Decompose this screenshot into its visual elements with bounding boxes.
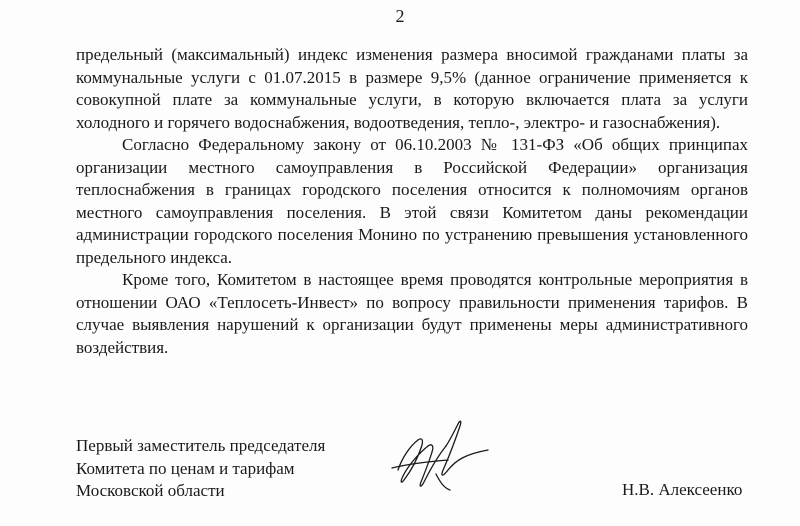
paragraph-tariff-limit: предельный (максимальный) индекс изменения размера вносимой гражданами платы за коммунальные услуги с 01.07.2015 в размере 9,5% (данное ограничение применяется к совокупной плате за коммунальные услуги, в которую включается плата за услуги холодного и горячего водоснабжения, водоотведения, тепло-, электро- и газоснабжения). [76, 45, 748, 132]
signatory-title [76, 435, 325, 503]
handwritten-signature [388, 410, 498, 494]
signatory-title-line: Московской области [76, 481, 225, 500]
signer-name: Н.В. Алексеенко [622, 480, 743, 499]
signatory-title-line: Первый заместитель председателя [76, 436, 326, 455]
signatory-title-line: Комитета по ценам и тарифам [76, 458, 295, 478]
page-number: 2 [395, 6, 405, 26]
paragraph-control-measures: Кроме того, Комитетом в настоящее время проводятся контрольные мероприятия в отношении ОАО «Теплосеть-Инвест» по вопросу правильности применения тарифов. В случае выявления нарушений к организации будут применены меры административного воздействия. [76, 270, 748, 357]
paragraph-federal-law: Согласно Федеральному закону от 06.10.2003 № 131-ФЗ «Об общих принципах организации местного самоуправления в Российской Федерации» организация теплоснабжения в границах городского поселения относится к полномочиям органов местного самоуправления поселения. В этой связи Комитетом даны рекомендации администрации городского поселения Монино по устранению превышения установленного предельного индекса. [76, 135, 748, 267]
letter-body [76, 44, 748, 359]
